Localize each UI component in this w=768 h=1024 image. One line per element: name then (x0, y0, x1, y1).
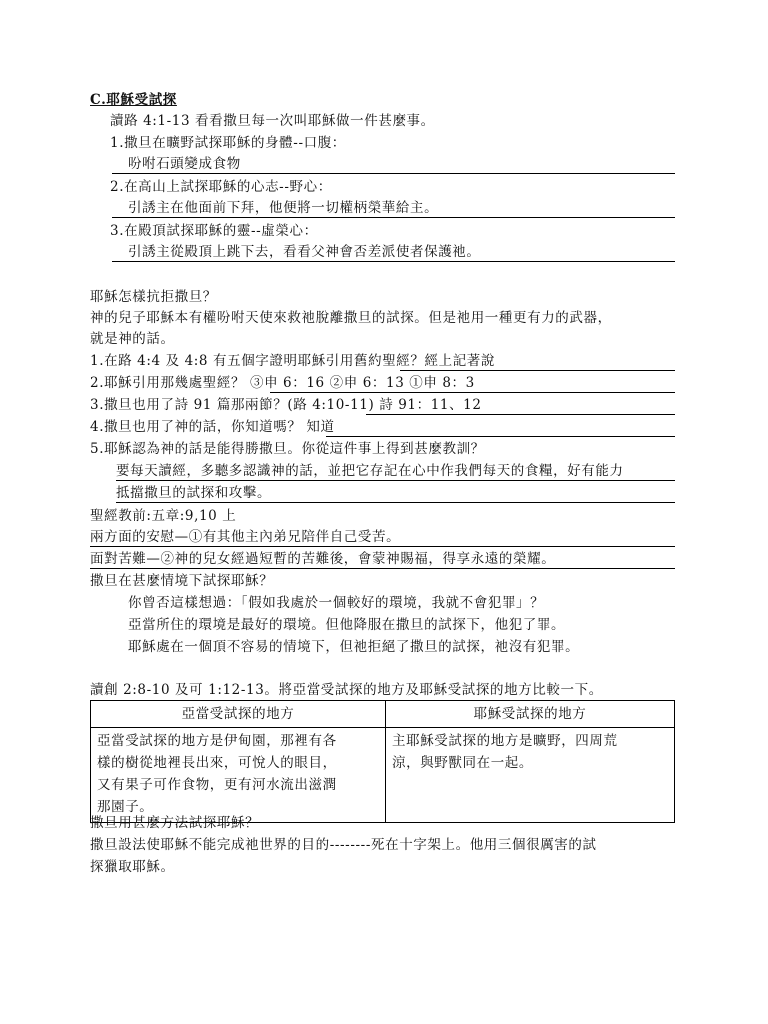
verse-comfort-line-2: 面對苦難—②神的兒女經過短暫的苦難後，會蒙神賜福，得享永遠的榮耀。 (90, 551, 556, 567)
answer-line (116, 502, 675, 503)
question-5-answer-line-1: 要每天讀經，多聽多認識神的話，並把它存記在心中作我們每天的食糧，好有能力 (116, 463, 624, 479)
item-2-answer: 引誘主在他面前下拜，他便將一切權柄榮華給主。 (128, 200, 439, 216)
table-cell-adam: 亞當受試探的地方是伊甸園，那裡有各 樣的樹從地裡長出來，可悅人的眼目， 又有果子可作食物，更有河水流出滋潤 那園子。 (91, 728, 386, 823)
item-1-label: 1.撒旦在曠野試探耶穌的身體--口腹： (110, 135, 346, 151)
method-question: 撒旦用甚麼方法試探耶穌？ (90, 815, 260, 831)
answer-line (400, 370, 675, 371)
method-line-2: 探獵取耶穌。 (90, 859, 175, 875)
answer-line (112, 217, 675, 218)
item-3-label: 3.在殿頂試探耶穌的靈--虛榮心： (110, 223, 318, 239)
question-3-text: 3.撒旦也用了詩 91 篇那兩節？(路 4:10-11) (90, 397, 375, 413)
answer-line (326, 436, 675, 437)
item-1-answer: 吩咐石頭變成食物 (128, 156, 241, 172)
item-2-label: 2.在高山上試探耶穌的心志--野心： (110, 179, 332, 195)
table-cell-jesus: 主耶穌受試探的地方是曠野，四周荒 涼，與野獸同在一起。 (386, 728, 675, 823)
table-header-jesus: 耶穌受試探的地方 (386, 701, 675, 728)
method-line-1: 撒旦設法使耶穌不能完成祂世界的目的--------死在十字架上。他用三個很厲害的試 (90, 837, 597, 853)
resist-paragraph-line-1: 神的兒子耶穌本有權吩咐天使來救祂脫離撒旦的試探。但是祂用一種更有力的武器， (90, 310, 612, 326)
question-1-text: 1.在路 4:4 及 4:8 有五個字證明耶穌引用舊約聖經？ (90, 353, 425, 369)
section-heading: C.耶穌受試探 (90, 92, 177, 108)
section-intro: 讀路 4:1-13 看看撒旦每一次叫耶穌做一件甚麼事。 (110, 113, 435, 129)
question-4-text: 4.撒旦也用了神的話，你知道嗎？ (90, 419, 302, 435)
answer-line (270, 392, 675, 393)
resist-question: 耶穌怎樣抗拒撒旦？ (90, 289, 217, 305)
answer-line (112, 173, 675, 174)
question-2: 2.耶穌引用那幾處聖經？ ③申 6：16 ②申 6：13 ①申 8：3 (90, 375, 475, 391)
question-3-answer: 詩 91：11、12 (379, 397, 482, 413)
answer-line (366, 414, 675, 415)
circumstance-question: 撒旦在甚麼情境下試探耶穌？ (90, 573, 274, 589)
comparison-table (90, 700, 675, 823)
question-5-answer-line-2: 抵擋撒旦的試探和攻擊。 (116, 485, 272, 501)
question-4 (90, 418, 335, 436)
answer-line (112, 261, 675, 262)
table-row (91, 728, 675, 823)
verse-comfort-line-1: 兩方面的安慰—①有其他主內弟兄陪伴自己受苦。 (90, 529, 401, 545)
question-5: 5.耶穌認為神的話是能得勝撒旦。你從這件事上得到甚麼教訓？ (90, 441, 485, 457)
answer-line (90, 546, 675, 547)
question-1-answer: 經上記著說 (424, 353, 495, 369)
question-3 (90, 396, 482, 414)
circumstance-line-3: 耶穌處在一個頂不容易的情境下，但祂拒絕了撒旦的試探，祂沒有犯罪。 (128, 639, 580, 655)
answer-line (90, 568, 675, 569)
question-4-answer: 知道 (306, 419, 335, 435)
question-1 (90, 352, 495, 370)
answer-line (116, 480, 675, 481)
item-3-answer: 引誘主從殿頂上跳下去，看看父神會否差派使者保護祂。 (128, 244, 481, 260)
table-header-row (91, 701, 675, 728)
circumstance-line-2: 亞當所住的環境是最好的環境。但他降服在撒旦的試探下，他犯了罪。 (128, 617, 566, 633)
verse-reference: 聖經教前:五章:9,10 上 (90, 508, 237, 524)
table-header-adam: 亞當受試探的地方 (91, 701, 386, 728)
resist-paragraph-line-2: 就是神的話。 (90, 331, 175, 347)
circumstance-line-1: 你曾否這樣想過：「假如我處於一個較好的環境，我就不會犯罪」？ (128, 595, 545, 611)
compare-intro: 讀創 2:8-10 及可 1:12-13。將亞當受試探的地方及耶穌受試探的地方比較一下。 (90, 682, 603, 698)
